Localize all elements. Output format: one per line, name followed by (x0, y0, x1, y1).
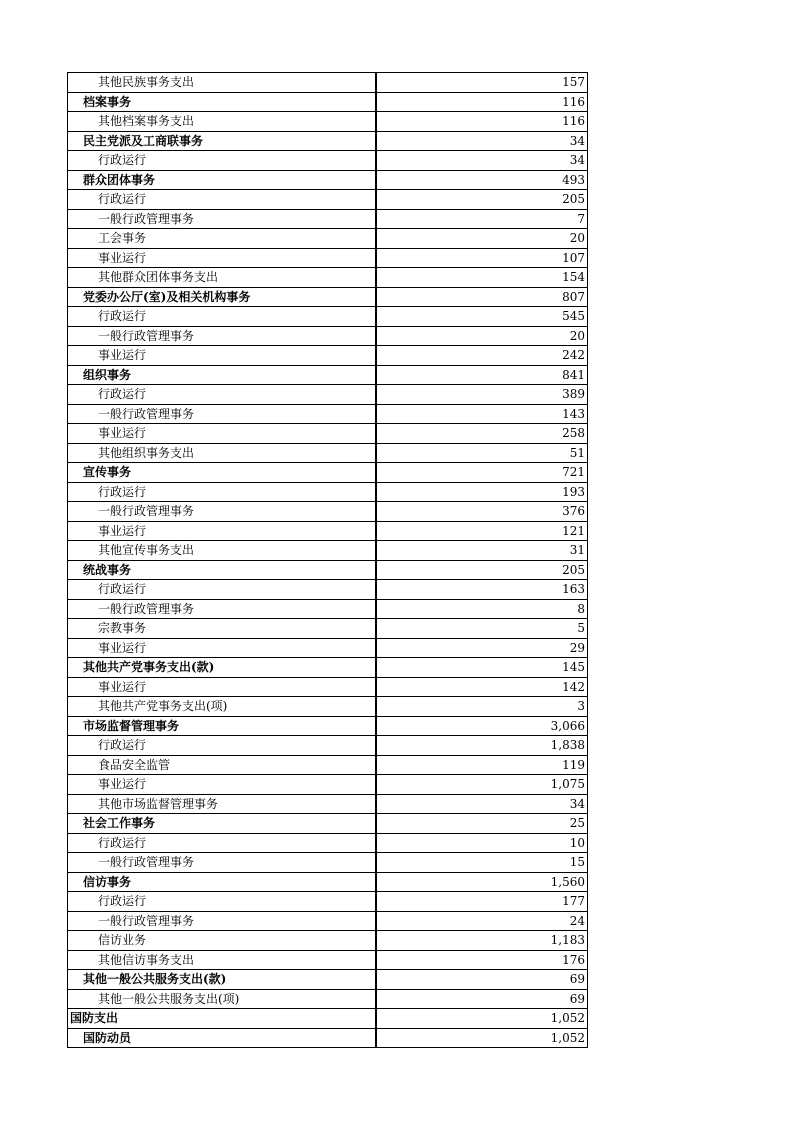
amount-cell: 1,838 (376, 736, 588, 756)
item-name-cell: 档案事务 (68, 92, 377, 112)
amount-cell: 389 (376, 385, 588, 405)
item-name-cell: 其他民族事务支出 (68, 73, 377, 93)
table-row (68, 521, 588, 541)
table-row (68, 170, 588, 190)
amount-cell: 24 (376, 911, 588, 931)
amount-cell: 5 (376, 619, 588, 639)
amount-cell: 142 (376, 677, 588, 697)
amount-cell: 3,066 (376, 716, 588, 736)
table-row (68, 190, 588, 210)
item-name-cell: 事业运行 (68, 424, 377, 444)
table-row (68, 755, 588, 775)
table-row (68, 853, 588, 873)
table-row (68, 814, 588, 834)
table-row (68, 599, 588, 619)
item-name-cell: 其他一般公共服务支出(项) (68, 989, 377, 1009)
item-name-cell: 其他群众团体事务支出 (68, 268, 377, 288)
table-row (68, 716, 588, 736)
table-row (68, 833, 588, 853)
amount-cell: 34 (376, 131, 588, 151)
table-row (68, 346, 588, 366)
item-name-cell: 行政运行 (68, 307, 377, 327)
item-name-cell: 行政运行 (68, 580, 377, 600)
item-name-cell: 信访业务 (68, 931, 377, 951)
item-name-cell: 一般行政管理事务 (68, 599, 377, 619)
item-name-cell: 行政运行 (68, 892, 377, 912)
table-row (68, 697, 588, 717)
amount-cell: 69 (376, 989, 588, 1009)
item-name-cell: 其他组织事务支出 (68, 443, 377, 463)
table-row (68, 989, 588, 1009)
amount-cell: 157 (376, 73, 588, 93)
table-row (68, 658, 588, 678)
item-name-cell: 事业运行 (68, 677, 377, 697)
amount-cell: 258 (376, 424, 588, 444)
amount-cell: 8 (376, 599, 588, 619)
item-name-cell: 其他宣传事务支出 (68, 541, 377, 561)
item-name-cell: 事业运行 (68, 346, 377, 366)
item-name-cell: 一般行政管理事务 (68, 404, 377, 424)
table-row (68, 1009, 588, 1029)
table-row (68, 209, 588, 229)
table-row (68, 560, 588, 580)
amount-cell: 242 (376, 346, 588, 366)
amount-cell: 493 (376, 170, 588, 190)
item-name-cell: 其他市场监督管理事务 (68, 794, 377, 814)
table-row (68, 92, 588, 112)
amount-cell: 143 (376, 404, 588, 424)
item-name-cell: 宣传事务 (68, 463, 377, 483)
amount-cell: 205 (376, 190, 588, 210)
item-name-cell: 统战事务 (68, 560, 377, 580)
table-row (68, 931, 588, 951)
amount-cell: 163 (376, 580, 588, 600)
table-row (68, 404, 588, 424)
amount-cell: 34 (376, 794, 588, 814)
table-row (68, 892, 588, 912)
item-name-cell: 行政运行 (68, 736, 377, 756)
amount-cell: 807 (376, 287, 588, 307)
table-row (68, 794, 588, 814)
amount-cell: 154 (376, 268, 588, 288)
item-name-cell: 一般行政管理事务 (68, 853, 377, 873)
amount-cell: 116 (376, 112, 588, 132)
amount-cell: 10 (376, 833, 588, 853)
item-name-cell: 社会工作事务 (68, 814, 377, 834)
table-row (68, 736, 588, 756)
table-row (68, 248, 588, 268)
amount-cell: 15 (376, 853, 588, 873)
item-name-cell: 市场监督管理事务 (68, 716, 377, 736)
table-row (68, 970, 588, 990)
item-name-cell: 一般行政管理事务 (68, 502, 377, 522)
table-row (68, 950, 588, 970)
item-name-cell: 事业运行 (68, 775, 377, 795)
table-row (68, 112, 588, 132)
table-row (68, 229, 588, 249)
amount-cell: 841 (376, 365, 588, 385)
amount-cell: 376 (376, 502, 588, 522)
amount-cell: 193 (376, 482, 588, 502)
item-name-cell: 行政运行 (68, 482, 377, 502)
amount-cell: 34 (376, 151, 588, 171)
table-row (68, 541, 588, 561)
item-name-cell: 工会事务 (68, 229, 377, 249)
item-name-cell: 党委办公厅(室)及相关机构事务 (68, 287, 377, 307)
table-row (68, 287, 588, 307)
item-name-cell: 行政运行 (68, 833, 377, 853)
item-name-cell: 宗教事务 (68, 619, 377, 639)
table-row (68, 1028, 588, 1048)
item-name-cell: 群众团体事务 (68, 170, 377, 190)
amount-cell: 145 (376, 658, 588, 678)
amount-cell: 1,052 (376, 1028, 588, 1048)
item-name-cell: 其他共产党事务支出(款) (68, 658, 377, 678)
table-row (68, 424, 588, 444)
item-name-cell: 一般行政管理事务 (68, 326, 377, 346)
table-row (68, 443, 588, 463)
budget-expenditure-table (67, 72, 588, 1048)
item-name-cell: 一般行政管理事务 (68, 911, 377, 931)
item-name-cell: 事业运行 (68, 521, 377, 541)
item-name-cell: 行政运行 (68, 190, 377, 210)
table-row (68, 463, 588, 483)
table-row (68, 151, 588, 171)
table-row (68, 502, 588, 522)
amount-cell: 205 (376, 560, 588, 580)
amount-cell: 3 (376, 697, 588, 717)
amount-cell: 51 (376, 443, 588, 463)
amount-cell: 1,052 (376, 1009, 588, 1029)
amount-cell: 176 (376, 950, 588, 970)
table-row (68, 385, 588, 405)
item-name-cell: 民主党派及工商联事务 (68, 131, 377, 151)
table-row (68, 268, 588, 288)
item-name-cell: 事业运行 (68, 248, 377, 268)
table-row (68, 580, 588, 600)
table-row (68, 872, 588, 892)
amount-cell: 25 (376, 814, 588, 834)
table-row (68, 73, 588, 93)
table-row (68, 638, 588, 658)
amount-cell: 20 (376, 326, 588, 346)
table-row (68, 307, 588, 327)
item-name-cell: 事业运行 (68, 638, 377, 658)
item-name-cell: 一般行政管理事务 (68, 209, 377, 229)
table-row (68, 775, 588, 795)
amount-cell: 177 (376, 892, 588, 912)
table-row (68, 619, 588, 639)
amount-cell: 121 (376, 521, 588, 541)
amount-cell: 1,183 (376, 931, 588, 951)
table-body (68, 73, 588, 1048)
item-name-cell: 国防支出 (68, 1009, 377, 1029)
amount-cell: 119 (376, 755, 588, 775)
item-name-cell: 其他信访事务支出 (68, 950, 377, 970)
item-name-cell: 组织事务 (68, 365, 377, 385)
amount-cell: 69 (376, 970, 588, 990)
table-row (68, 482, 588, 502)
amount-cell: 20 (376, 229, 588, 249)
item-name-cell: 其他档案事务支出 (68, 112, 377, 132)
table-row (68, 326, 588, 346)
amount-cell: 1,075 (376, 775, 588, 795)
table-row (68, 365, 588, 385)
table-row (68, 677, 588, 697)
item-name-cell: 国防动员 (68, 1028, 377, 1048)
item-name-cell: 其他共产党事务支出(项) (68, 697, 377, 717)
table-row (68, 131, 588, 151)
amount-cell: 545 (376, 307, 588, 327)
amount-cell: 7 (376, 209, 588, 229)
amount-cell: 31 (376, 541, 588, 561)
item-name-cell: 信访事务 (68, 872, 377, 892)
amount-cell: 116 (376, 92, 588, 112)
item-name-cell: 其他一般公共服务支出(款) (68, 970, 377, 990)
item-name-cell: 行政运行 (68, 385, 377, 405)
amount-cell: 107 (376, 248, 588, 268)
item-name-cell: 食品安全监管 (68, 755, 377, 775)
amount-cell: 29 (376, 638, 588, 658)
amount-cell: 721 (376, 463, 588, 483)
item-name-cell: 行政运行 (68, 151, 377, 171)
table-row (68, 911, 588, 931)
amount-cell: 1,560 (376, 872, 588, 892)
